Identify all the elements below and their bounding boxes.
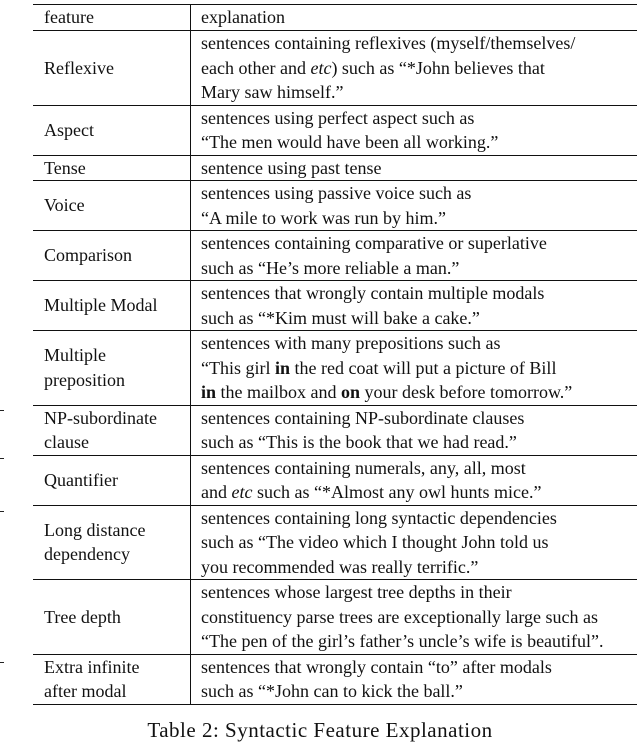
feature-cell	[33, 231, 191, 281]
explanation-line	[201, 156, 637, 181]
explanation-line	[201, 31, 637, 56]
table-row	[33, 455, 637, 505]
feature-name: Long distance	[44, 519, 146, 540]
explanation-line	[201, 231, 637, 256]
feature-name: Aspect	[44, 119, 94, 140]
explanation-line	[201, 306, 637, 331]
text-run: sentences containing comparative or superlative	[201, 233, 547, 253]
text-run: the red coat will put a picture of Bill	[290, 357, 557, 378]
text-run: such as “*John can to kick the ball.”	[201, 681, 463, 701]
explanation-cell	[191, 231, 638, 281]
feature-name: preposition	[44, 369, 125, 390]
explanation-line	[201, 430, 637, 455]
explanation-cell	[191, 281, 638, 331]
explanation-line	[201, 580, 637, 605]
text-run: sentences using perfect aspect such as	[201, 107, 475, 128]
text-run: “The men would have been all working.”	[201, 132, 499, 152]
explanation-line	[201, 130, 637, 155]
explanation-cell	[191, 654, 638, 704]
bold-preposition: in	[201, 382, 217, 402]
text-run: you recommended was really terrific.”	[201, 556, 479, 577]
text-run: ) such as “*John believes that	[331, 57, 545, 78]
text-run: sentences containing numerals, any, all, most	[201, 457, 526, 478]
feature-cell	[33, 31, 191, 106]
explanation-line	[201, 655, 637, 680]
explanation-line	[201, 555, 637, 580]
text-run: “A mile to work was run by him.”	[201, 207, 446, 228]
margin-mark	[0, 458, 4, 459]
explanation-line	[201, 281, 637, 306]
text-run: sentences whose largest tree depths in their	[201, 582, 512, 602]
text-run: such as “*Kim must will bake a cake.”	[201, 307, 480, 328]
explanation-line	[201, 530, 637, 555]
feature-name: Reflexive	[44, 57, 114, 78]
explanation-line	[201, 331, 637, 356]
text-run: such as “*Almost any owl hunts mice.”	[252, 482, 542, 502]
text-run: and	[201, 482, 232, 502]
explanation-cell	[191, 455, 638, 505]
margin-mark	[0, 662, 4, 663]
explanation-cell	[191, 580, 638, 655]
explanation-cell	[191, 105, 638, 155]
explanation-line	[201, 406, 637, 431]
feature-name: Quantifier	[44, 469, 118, 490]
table-row	[33, 231, 637, 281]
table-caption: Table 2: Syntactic Feature Explanation	[147, 718, 493, 742]
italic-text: etc	[310, 57, 332, 78]
feature-cell	[33, 505, 191, 580]
explanation-line	[201, 480, 637, 505]
text-run: sentences with many prepositions such as	[201, 333, 501, 353]
text-run: sentences that wrongly contain “to” after modals	[201, 656, 552, 677]
text-run: such as “The video which I thought John told us	[201, 532, 549, 552]
feature-name: Extra infinite	[44, 656, 140, 677]
table-row	[33, 580, 637, 655]
feature-name: Comparison	[44, 245, 132, 266]
table-header-row	[33, 5, 637, 31]
feature-cell	[33, 331, 191, 406]
table-row	[33, 155, 637, 181]
syntactic-feature-table	[33, 4, 637, 705]
explanation-line	[201, 56, 637, 81]
table-row	[33, 105, 637, 155]
feature-cell	[33, 155, 191, 181]
text-run: each other and	[201, 57, 311, 78]
feature-name: dependency	[44, 544, 130, 565]
header-explanation: explanation	[191, 5, 638, 31]
text-run: such as “This is the book that we had read.”	[201, 432, 517, 452]
text-run: constituency parse trees are exceptionally large such as	[201, 606, 599, 627]
feature-name: clause	[44, 432, 89, 452]
text-run: sentences that wrongly contain multiple modals	[201, 283, 545, 303]
table-row	[33, 331, 637, 406]
explanation-line	[201, 80, 637, 105]
explanation-line	[201, 256, 637, 281]
explanation-cell	[191, 331, 638, 406]
explanation-cell	[191, 505, 638, 580]
feature-name: Multiple Modal	[44, 295, 158, 316]
text-run: sentences containing NP-subordinate clauses	[201, 407, 525, 428]
text-run: sentences containing long syntactic dependencies	[201, 507, 557, 528]
table-row	[33, 654, 637, 704]
explanation-line	[201, 181, 637, 206]
bold-preposition: on	[341, 382, 361, 402]
explanation-line	[201, 356, 637, 381]
explanation-line	[201, 106, 637, 131]
explanation-cell	[191, 181, 638, 231]
explanation-cell	[191, 31, 638, 106]
explanation-cell	[191, 155, 638, 181]
explanation-line	[201, 506, 637, 531]
explanation-line	[201, 629, 637, 654]
feature-cell	[33, 181, 191, 231]
feature-cell	[33, 455, 191, 505]
text-run: the mailbox and	[216, 382, 341, 402]
explanation-cell	[191, 405, 638, 455]
text-run: sentence using past tense	[201, 157, 382, 178]
explanation-line	[201, 206, 637, 231]
feature-name: NP-subordinate	[44, 407, 157, 428]
feature-cell	[33, 105, 191, 155]
feature-name: Multiple	[44, 345, 106, 366]
table-row	[33, 281, 637, 331]
feature-cell	[33, 405, 191, 455]
text-run: Mary saw himself.”	[201, 82, 344, 102]
table-row	[33, 405, 637, 455]
text-run: such as “He’s more reliable a man.”	[201, 257, 460, 278]
text-run: sentences containing reflexives (myself/themselves/	[201, 33, 576, 53]
explanation-line	[201, 380, 637, 405]
margin-mark	[0, 511, 4, 512]
feature-name: after modal	[44, 681, 127, 701]
table-row	[33, 181, 637, 231]
bold-preposition: in	[275, 357, 291, 378]
header-feature: feature	[33, 5, 191, 31]
explanation-line	[201, 456, 637, 481]
feature-cell	[33, 654, 191, 704]
explanation-line	[201, 605, 637, 630]
feature-cell	[33, 281, 191, 331]
feature-name: Tense	[44, 157, 86, 178]
text-run: “This girl	[201, 357, 275, 378]
feature-cell	[33, 580, 191, 655]
text-run: your desk before tomorrow.”	[360, 382, 573, 402]
text-run: “The pen of the girl’s father’s uncle’s wife is beautiful”.	[201, 631, 604, 651]
italic-text: etc	[231, 482, 253, 502]
text-run: sentences using passive voice such as	[201, 183, 472, 203]
explanation-line	[201, 679, 637, 704]
table-body	[33, 31, 637, 705]
table-row	[33, 505, 637, 580]
table-row	[33, 31, 637, 106]
feature-name: Tree depth	[44, 606, 121, 627]
feature-name: Voice	[44, 195, 85, 216]
margin-mark	[0, 410, 4, 411]
